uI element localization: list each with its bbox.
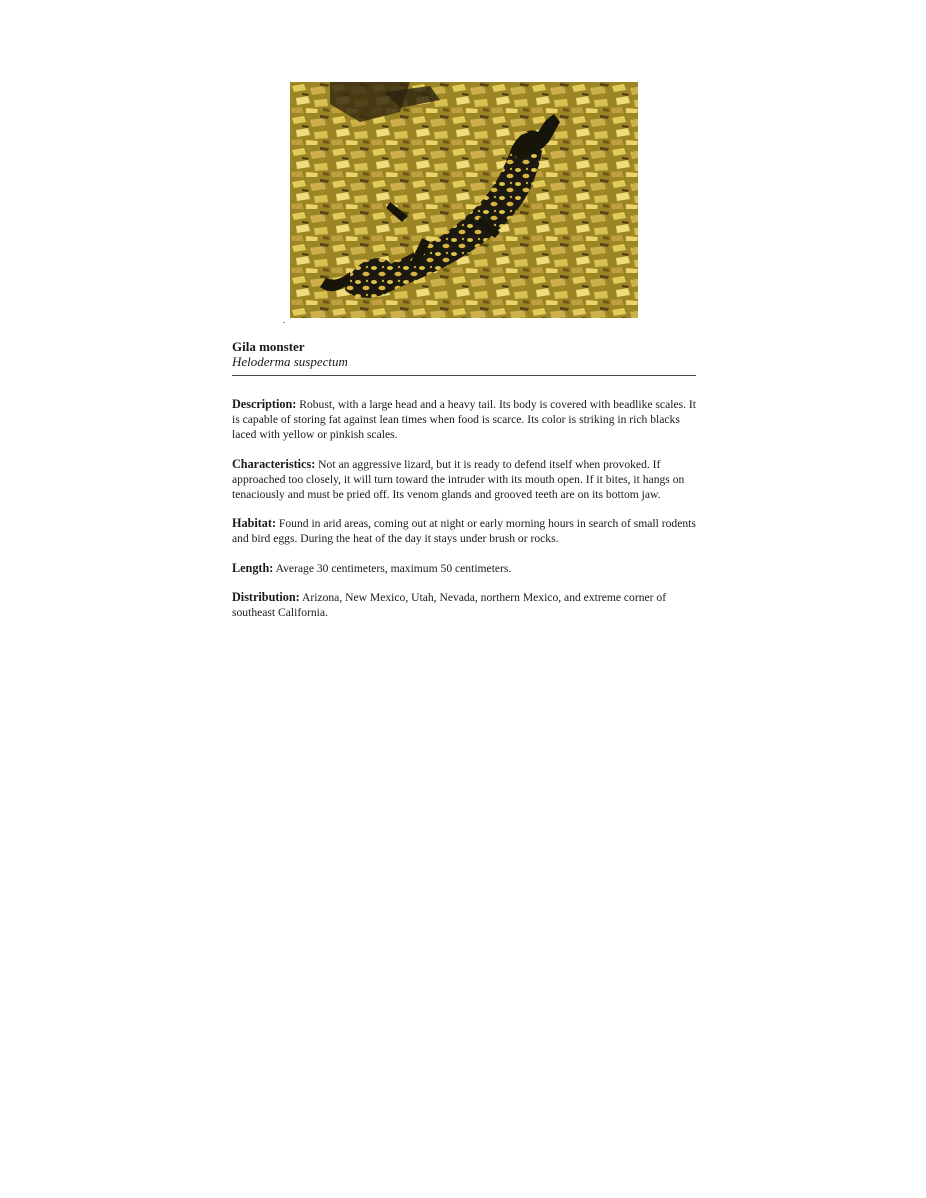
description-text: Robust, with a large head and a heavy tail. Its body is covered with beadlike scales. It is capable of storing fat against lean times when food is scarce. Its color is striking in rich blacks laced with yellow or pinkish scales.	[232, 398, 696, 442]
length-label: Length:	[232, 560, 274, 575]
distribution-label: Distribution:	[232, 589, 300, 604]
species-details	[232, 397, 698, 634]
distribution-text: Arizona, New Mexico, Utah, Nevada, northern Mexico, and extreme corner of southeast California.	[232, 590, 667, 620]
scientific-name: Heloderma suspectum	[232, 354, 348, 369]
scan-speck	[283, 322, 285, 323]
length-text: Average 30 centimeters, maximum 50 centimeters.	[275, 561, 512, 575]
description-label: Description:	[232, 397, 297, 411]
distribution-section	[232, 590, 698, 620]
gila-monster-photo	[290, 82, 638, 318]
characteristics-label: Characteristics:	[232, 456, 316, 471]
gila-monster-illustration	[290, 82, 638, 318]
length-section	[232, 561, 698, 576]
common-name: Gila monster	[232, 339, 305, 354]
habitat-text: Found in arid areas, coming out at night or early morning hours in search of small rodents and bird eggs. During the heat of the day it stays under brush or rocks.	[232, 517, 696, 546]
heading-divider	[232, 375, 696, 376]
description-section	[232, 397, 698, 443]
habitat-section	[232, 516, 698, 546]
species-heading	[232, 339, 696, 369]
habitat-label: Habitat:	[232, 516, 277, 531]
characteristics-section	[232, 457, 698, 503]
characteristics-text: Not an aggressive lizard, but it is ready to defend itself when provoked. If approached too closely, it will turn toward the intruder with its mouth open. If it bites, it hangs on tenaciously and must be pried off. Its venom glands and grooved teeth are on its bottom jaw.	[232, 457, 685, 502]
